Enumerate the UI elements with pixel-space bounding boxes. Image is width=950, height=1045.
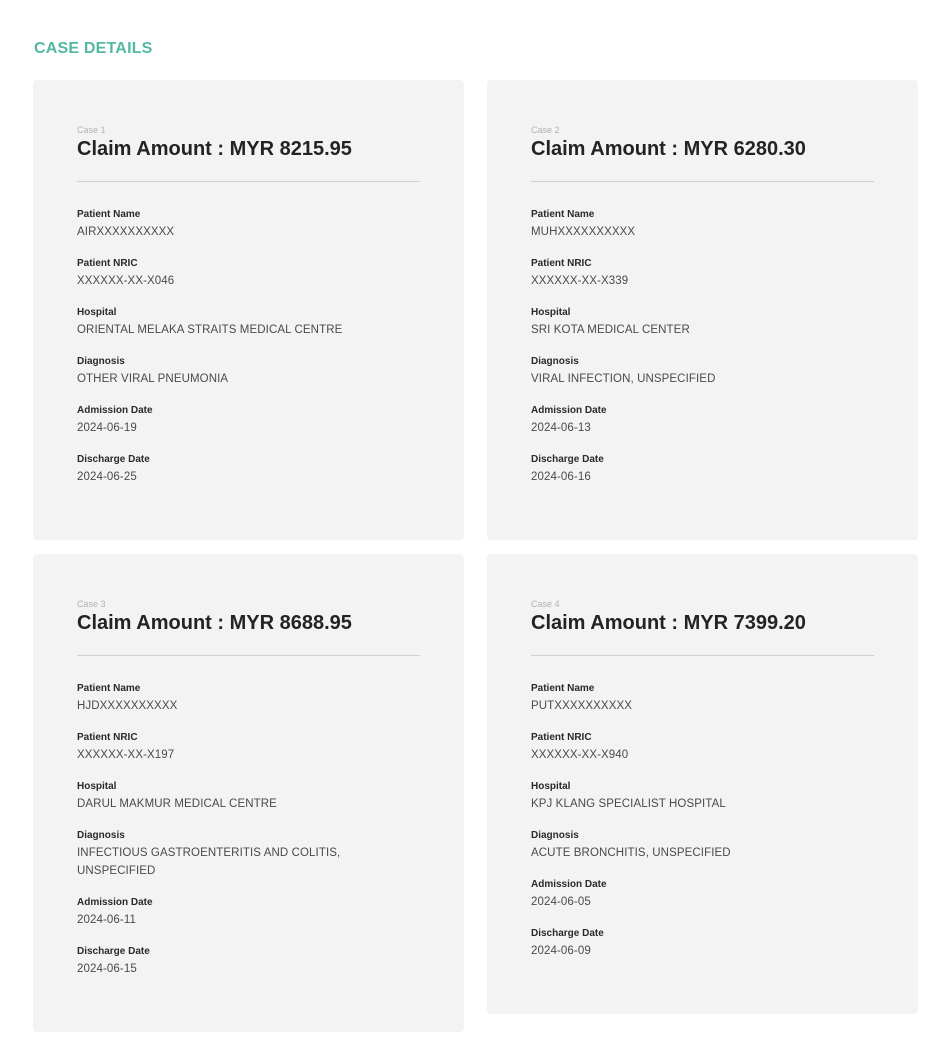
claim-amount: Claim Amount : MYR 6280.30 xyxy=(531,138,806,160)
discharge-date-field xyxy=(77,946,420,978)
admission-date-value: 2024-06-19 xyxy=(77,422,137,434)
hospital-field xyxy=(77,781,420,813)
patient-name-value: HJDXXXXXXXXXX xyxy=(77,700,178,712)
patient-nric-value: XXXXXX-XX-X046 xyxy=(77,275,175,287)
case-card xyxy=(33,80,464,540)
section-title: CASE DETAILS xyxy=(34,40,153,57)
diagnosis-field xyxy=(531,830,874,862)
discharge-date-field xyxy=(531,454,874,486)
admission-date-label: Admission Date xyxy=(531,405,607,416)
patient-nric-label: Patient NRIC xyxy=(531,732,592,743)
hospital-field xyxy=(77,307,420,339)
diagnosis-field xyxy=(531,356,874,388)
patient-name-value: PUTXXXXXXXXXX xyxy=(531,700,633,712)
hospital-field xyxy=(531,307,874,339)
diagnosis-label: Diagnosis xyxy=(531,830,579,841)
discharge-date-value: 2024-06-09 xyxy=(531,945,591,957)
case-card xyxy=(487,80,918,540)
hospital-label: Hospital xyxy=(531,781,571,792)
admission-date-field xyxy=(531,405,874,437)
diagnosis-value: OTHER VIRAL PNEUMONIA xyxy=(77,373,229,385)
patient-nric-field xyxy=(77,732,420,764)
divider xyxy=(531,181,874,182)
patient-name-label: Patient Name xyxy=(531,683,595,694)
discharge-date-label: Discharge Date xyxy=(531,928,604,939)
diagnosis-field xyxy=(77,830,420,880)
claim-amount: Claim Amount : MYR 8215.95 xyxy=(77,138,352,160)
case-number-label: Case 2 xyxy=(531,125,560,135)
admission-date-value: 2024-06-13 xyxy=(531,422,591,434)
hospital-value: SRI KOTA MEDICAL CENTER xyxy=(531,324,690,336)
patient-name-value: AIRXXXXXXXXXX xyxy=(77,226,175,238)
case-card xyxy=(33,554,464,1032)
hospital-value: ORIENTAL MELAKA STRAITS MEDICAL CENTRE xyxy=(77,324,343,336)
patient-name-value: MUHXXXXXXXXXX xyxy=(531,226,636,238)
hospital-label: Hospital xyxy=(77,781,117,792)
patient-nric-label: Patient NRIC xyxy=(77,732,138,743)
admission-date-label: Admission Date xyxy=(77,405,153,416)
discharge-date-value: 2024-06-16 xyxy=(531,471,591,483)
discharge-date-value: 2024-06-15 xyxy=(77,963,137,975)
case-fields xyxy=(77,209,420,486)
patient-name-label: Patient Name xyxy=(77,683,141,694)
patient-name-field xyxy=(77,209,420,241)
admission-date-value: 2024-06-05 xyxy=(531,896,591,908)
case-fields xyxy=(531,683,874,960)
patient-nric-field xyxy=(77,258,420,290)
diagnosis-value: INFECTIOUS GASTROENTERITIS AND COLITIS, UNSPECIFIED xyxy=(77,847,341,877)
case-number-label: Case 1 xyxy=(77,125,106,135)
admission-date-field xyxy=(77,897,420,929)
patient-name-field xyxy=(77,683,420,715)
patient-name-field xyxy=(531,683,874,715)
patient-nric-label: Patient NRIC xyxy=(531,258,592,269)
hospital-label: Hospital xyxy=(77,307,117,318)
patient-name-label: Patient Name xyxy=(77,209,141,220)
admission-date-field xyxy=(531,879,874,911)
case-card xyxy=(487,554,918,1014)
divider xyxy=(77,655,420,656)
patient-nric-value: XXXXXX-XX-X339 xyxy=(531,275,629,287)
hospital-value: KPJ KLANG SPECIALIST HOSPITAL xyxy=(531,798,726,810)
patient-nric-field xyxy=(531,258,874,290)
patient-nric-field xyxy=(531,732,874,764)
discharge-date-field xyxy=(531,928,874,960)
case-fields xyxy=(531,209,874,486)
hospital-label: Hospital xyxy=(531,307,571,318)
claim-amount: Claim Amount : MYR 7399.20 xyxy=(531,612,806,634)
admission-date-label: Admission Date xyxy=(531,879,607,890)
patient-name-field xyxy=(531,209,874,241)
admission-date-field xyxy=(77,405,420,437)
hospital-value: DARUL MAKMUR MEDICAL CENTRE xyxy=(77,798,277,810)
patient-nric-label: Patient NRIC xyxy=(77,258,138,269)
divider xyxy=(77,181,420,182)
discharge-date-label: Discharge Date xyxy=(77,946,150,957)
discharge-date-label: Discharge Date xyxy=(531,454,604,465)
hospital-field xyxy=(531,781,874,813)
discharge-date-value: 2024-06-25 xyxy=(77,471,137,483)
diagnosis-field xyxy=(77,356,420,388)
diagnosis-label: Diagnosis xyxy=(531,356,579,367)
discharge-date-label: Discharge Date xyxy=(77,454,150,465)
case-number-label: Case 3 xyxy=(77,599,106,609)
case-fields xyxy=(77,683,420,978)
discharge-date-field xyxy=(77,454,420,486)
patient-name-label: Patient Name xyxy=(531,209,595,220)
patient-nric-value: XXXXXX-XX-X197 xyxy=(77,749,175,761)
diagnosis-value: VIRAL INFECTION, UNSPECIFIED xyxy=(531,373,716,385)
diagnosis-value: ACUTE BRONCHITIS, UNSPECIFIED xyxy=(531,847,731,859)
case-number-label: Case 4 xyxy=(531,599,560,609)
diagnosis-label: Diagnosis xyxy=(77,830,125,841)
diagnosis-label: Diagnosis xyxy=(77,356,125,367)
claim-amount: Claim Amount : MYR 8688.95 xyxy=(77,612,352,634)
patient-nric-value: XXXXXX-XX-X940 xyxy=(531,749,629,761)
admission-date-label: Admission Date xyxy=(77,897,153,908)
divider xyxy=(531,655,874,656)
admission-date-value: 2024-06-11 xyxy=(77,914,136,926)
